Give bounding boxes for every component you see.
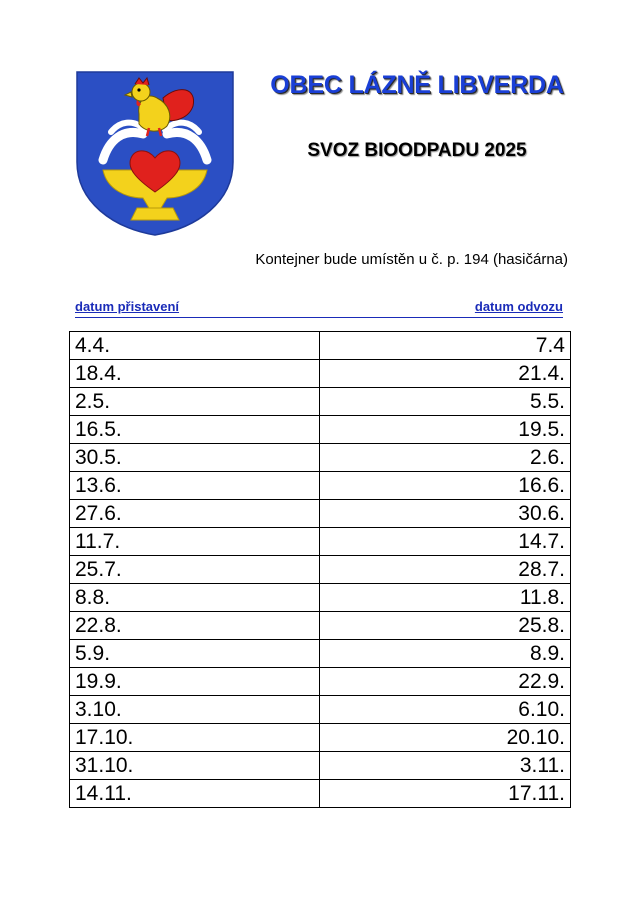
- table-row: [70, 360, 571, 388]
- table-row: [70, 500, 571, 528]
- page-title: OBEC LÁZNĚ LIBVERDA: [270, 71, 564, 99]
- pickup-date-cell: 17.11.: [320, 780, 571, 808]
- table-row: [70, 640, 571, 668]
- placement-date-cell: 30.5.: [70, 444, 320, 472]
- placement-date-cell: 16.5.: [70, 416, 320, 444]
- pickup-date-cell: 6.10.: [320, 696, 571, 724]
- pickup-date-cell: 8.9.: [320, 640, 571, 668]
- placement-date-cell: 5.9.: [70, 640, 320, 668]
- placement-date-cell: 22.8.: [70, 612, 320, 640]
- table-row: [70, 388, 571, 416]
- table-row: [70, 668, 571, 696]
- table-row: [70, 696, 571, 724]
- table-row: [70, 556, 571, 584]
- coat-of-arms-icon: [75, 70, 235, 236]
- pickup-date-cell: 21.4.: [320, 360, 571, 388]
- pickup-date-cell: 3.11.: [320, 752, 571, 780]
- table-row: [70, 752, 571, 780]
- column-headers: [75, 298, 563, 318]
- page-subtitle: SVOZ BIOODPADU 2025: [307, 140, 527, 161]
- pickup-date-cell: 2.6.: [320, 444, 571, 472]
- table-row: [70, 724, 571, 752]
- pickup-date-cell: 28.7.: [320, 556, 571, 584]
- schedule-table: [69, 331, 571, 808]
- pickup-date-cell: 22.9.: [320, 668, 571, 696]
- placement-date-cell: 2.5.: [70, 388, 320, 416]
- pickup-date-cell: 19.5.: [320, 416, 571, 444]
- pickup-date-cell: 20.10.: [320, 724, 571, 752]
- pickup-date-cell: 5.5.: [320, 388, 571, 416]
- pickup-date-cell: 30.6.: [320, 500, 571, 528]
- placement-date-cell: 4.4.: [70, 332, 320, 360]
- schedule-table-body: [70, 332, 571, 808]
- table-row: [70, 612, 571, 640]
- placement-date-cell: 27.6.: [70, 500, 320, 528]
- location-note: Kontejner bude umístěn u č. p. 194 (hasičárna): [255, 251, 568, 268]
- placement-date-cell: 31.10.: [70, 752, 320, 780]
- column-header-pickup: datum odvozu: [474, 299, 563, 314]
- column-header-placement: datum přistavení: [75, 299, 180, 314]
- table-row: [70, 780, 571, 808]
- table-row: [70, 416, 571, 444]
- pickup-date-cell: 14.7.: [320, 528, 571, 556]
- placement-date-cell: 25.7.: [70, 556, 320, 584]
- table-row: [70, 332, 571, 360]
- pickup-date-cell: 11.8.: [320, 584, 571, 612]
- placement-date-cell: 17.10.: [70, 724, 320, 752]
- placement-date-cell: 11.7.: [70, 528, 320, 556]
- table-row: [70, 444, 571, 472]
- table-row: [70, 584, 571, 612]
- pickup-date-cell: 16.6.: [320, 472, 571, 500]
- pickup-date-cell: 25.8.: [320, 612, 571, 640]
- placement-date-cell: 19.9.: [70, 668, 320, 696]
- placement-date-cell: 14.11.: [70, 780, 320, 808]
- placement-date-cell: 3.10.: [70, 696, 320, 724]
- pickup-date-cell: 7.4: [320, 332, 571, 360]
- table-row: [70, 472, 571, 500]
- placement-date-cell: 18.4.: [70, 360, 320, 388]
- table-row: [70, 528, 571, 556]
- placement-date-cell: 8.8.: [70, 584, 320, 612]
- placement-date-cell: 13.6.: [70, 472, 320, 500]
